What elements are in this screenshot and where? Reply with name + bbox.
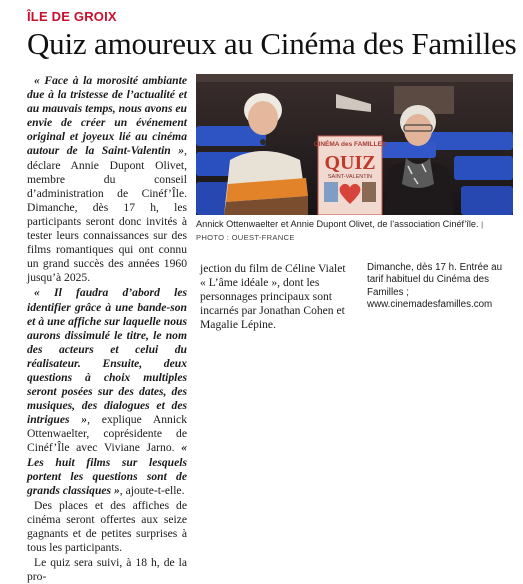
article-headline: Quiz amoureux au Cinéma des Familles	[27, 26, 517, 61]
poster-title: QUIZ	[324, 152, 376, 174]
paragraph-2-rest: , explique Annick Ottenwaelter, coprésidente de Cinéf’Île avec Viviane Jarno.	[27, 413, 187, 455]
paragraph-1-rest: , déclare Annie Dupont Olivet, membre du conseil d’administration de Cinéf’Île. Dimanche, dès 17 h, les participants seront donc invités à tester leurs connaissances sur des films romantiques qui ont connu un grand succès des années 1960 jusqu’à 2025.	[27, 144, 187, 285]
paragraph-2	[27, 286, 187, 497]
quote-1: « Face à la morosité ambiante due à la tristesse de l’actualité et au mauvais temps, nous avons eu envie de créer un événement original et joyeux lié au cinéma autour de la Saint-Valentin »	[27, 74, 187, 158]
ceiling-beam	[196, 74, 513, 82]
quote-2: « Il faudra d’abord les identifier grâce à une bande-son et à une affiche sur laquelle nous aurons dissimulé le titre, le nom des acteurs et celui du réalisateur. Ensuite, deux questions à choix multiples seront posées sur des dates, des musiques, des dialogues et des intrigues »	[27, 286, 187, 427]
info-line-1: Dimanche, dès 17 h. Entrée au tarif habituel du Cinéma des Familles ;	[367, 262, 503, 298]
photo-caption	[196, 218, 514, 244]
paragraph-3: Des places et des affiches de cinéma seront offertes aux seize gagnants et de petites surprises à tous les participants.	[27, 498, 187, 555]
poster-photo-1	[324, 182, 338, 202]
practical-info	[367, 262, 517, 311]
necklace	[260, 139, 266, 145]
poster-subtitle: SAINT-VALENTIN	[327, 174, 373, 180]
cinema-photo-illustration	[196, 74, 513, 215]
quiz-poster	[314, 136, 387, 215]
caption-text: Annick Ottenwaelter et Annie Dupont Olivet, de l’association Cinéf’île.	[196, 219, 479, 229]
face-left	[248, 101, 278, 135]
paragraph-1	[27, 74, 187, 285]
article-photo	[196, 74, 513, 215]
section-kicker: ÎLE DE GROIX	[27, 9, 117, 24]
poster-photo-2	[362, 182, 376, 202]
seat-row	[454, 156, 513, 180]
article-column-1	[27, 74, 187, 584]
quote-3: « Les huit films sur lesquels portent les questions sont de grands classiques »	[27, 441, 187, 497]
face-right	[404, 114, 432, 146]
photo-credit: | PHOTO : OUEST-FRANCE	[196, 220, 484, 242]
paragraph-2-end: , ajoute-t-elle.	[119, 483, 185, 497]
article-column-2	[200, 262, 348, 332]
info-website-link[interactable]: www.cinemadesfamilles.com	[367, 298, 493, 310]
seat-row	[461, 186, 513, 215]
poster-header: CINÉMA des FAMILLES	[313, 141, 387, 148]
paragraph-5: jection du film de Céline Vialet « L’âme idéale », dont les personnages principaux sont incarnés par Jonathan Cohen et Magalie Lépine.	[200, 262, 346, 332]
paragraph-4: Le quiz sera suivi, à 18 h, de la pro-	[27, 556, 187, 584]
seat-row	[426, 132, 513, 150]
